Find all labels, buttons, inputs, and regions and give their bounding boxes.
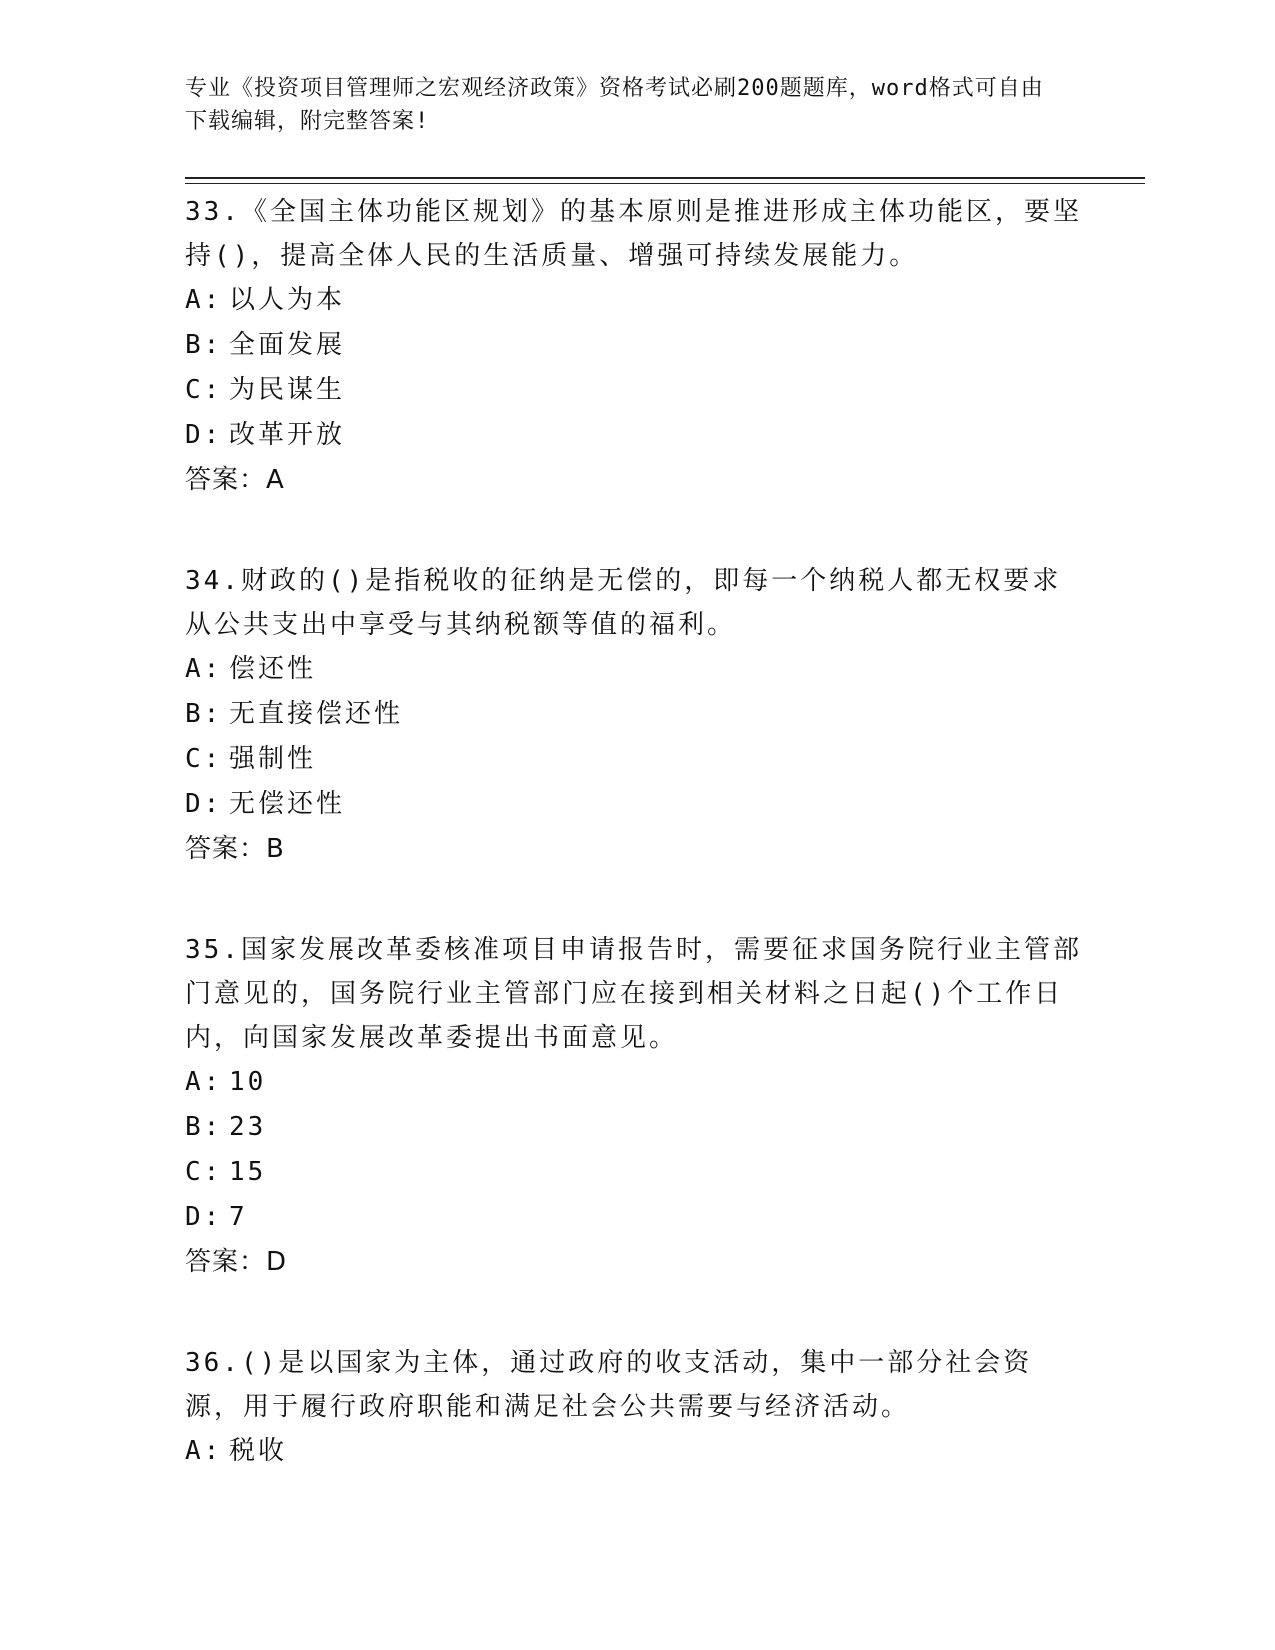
question-list [185,190,1085,1530]
option-letter: D: [185,789,223,819]
question-35 [185,928,1085,1285]
option-b [185,1105,1085,1150]
option-text: 无偿还性 [229,789,346,819]
option-d [185,1195,1085,1240]
option-letter: C: [185,744,223,774]
option-text: 为民谋生 [229,375,346,405]
option-text: 税收 [229,1436,288,1466]
answer-line [185,827,1085,872]
option-letter: B: [185,699,223,729]
option-d [185,413,1085,458]
option-c [185,368,1085,413]
option-a [185,1060,1085,1105]
question-stem: 33.《全国主体功能区规划》的基本原则是推进形成主体功能区，要坚持()，提高全体人民的生活质量、增强可持续发展能力。 [185,197,1082,271]
option-c [185,737,1085,782]
option-a [185,647,1085,692]
answer-line [185,1240,1085,1285]
option-letter: A: [185,654,223,684]
document-header: 专业《投资项目管理师之宏观经济政策》资格考试必刷200题题库，word格式可自由下载编辑，附完整答案! [185,76,1044,134]
answer-value: B [266,834,285,864]
question-stem: 34.财政的()是指税收的征纳是无偿的，即每一个纳税人都无权要求从公共支出中享受与其纳税额等值的福利。 [185,566,1062,640]
option-text: 10 [229,1067,267,1097]
option-text: 以人为本 [229,285,346,315]
option-text: 强制性 [229,744,317,774]
option-text: 改革开放 [229,420,346,450]
option-letter: A: [185,1436,223,1466]
header-rule-thin [185,183,1145,184]
option-letter: B: [185,1112,223,1142]
answer-label: 答案： [185,465,267,495]
option-text: 偿还性 [229,654,317,684]
option-a [185,278,1085,323]
question-33 [185,190,1085,503]
option-text: 23 [229,1112,267,1142]
header-rule-thick [185,177,1145,179]
answer-line [185,458,1085,503]
option-a [185,1429,1085,1474]
option-text: 15 [229,1157,267,1187]
option-text: 7 [229,1202,248,1232]
question-stem: 36.()是以国家为主体，通过政府的收支活动，集中一部分社会资源，用于履行政府职能和满足社会公共需要与经济活动。 [185,1348,1033,1422]
option-letter: C: [185,375,223,405]
option-letter: D: [185,1202,223,1232]
option-letter: C: [185,1157,223,1187]
option-c [185,1150,1085,1195]
option-letter: A: [185,285,223,315]
answer-label: 答案： [185,1247,267,1277]
question-36 [185,1341,1085,1474]
option-d [185,782,1085,827]
option-letter: B: [185,330,223,360]
option-letter: D: [185,420,223,450]
option-letter: A: [185,1067,223,1097]
answer-value: D [266,1247,288,1277]
option-text: 全面发展 [229,330,346,360]
answer-value: A [266,465,285,495]
question-34 [185,559,1085,872]
option-b [185,692,1085,737]
option-text: 无直接偿还性 [229,699,404,729]
answer-label: 答案： [185,834,267,864]
option-b [185,323,1085,368]
question-stem: 35.国家发展改革委核准项目申请报告时，需要征求国务院行业主管部门意见的，国务院行业主管部门应在接到相关材料之日起()个工作日内，向国家发展改革委提出书面意见。 [185,935,1082,1053]
